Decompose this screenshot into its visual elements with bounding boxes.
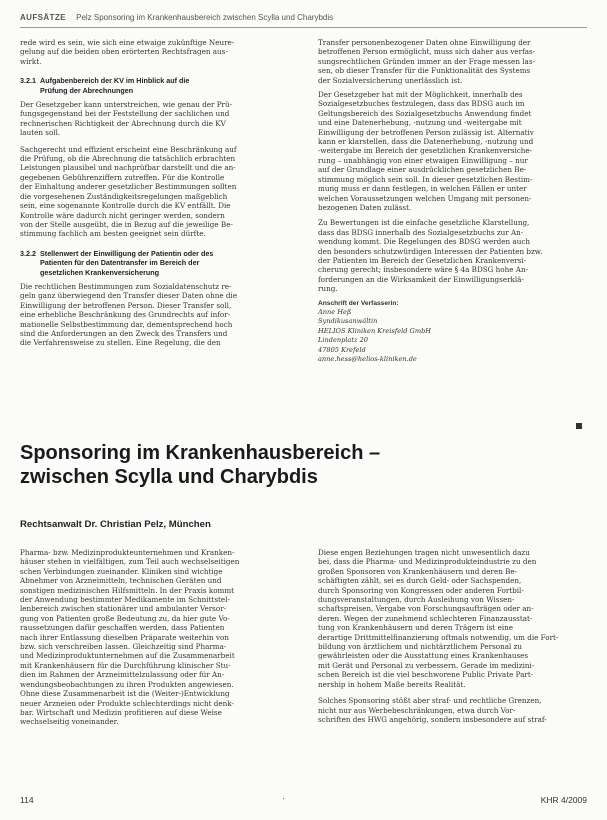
article-title-lines bbox=[20, 441, 587, 489]
text-line: mit Gerät und Personal zu verbessern. Gerade im medizini- bbox=[318, 660, 535, 670]
text-line: Ohne diese Zusammenarbeit ist die (Weiter-)Entwicklung bbox=[20, 689, 230, 699]
text-line: sein, eine sogenannte Kontrolle durch die KV entfällt. Die bbox=[20, 201, 231, 211]
text-line: rung – unabhängig von einer etwaigen Einwilligung – nur bbox=[318, 155, 528, 165]
left-column bbox=[20, 38, 288, 348]
text-line: die vorgesehenen Zuständigkeitsregelungen maßgeblich bbox=[20, 191, 228, 201]
text-line: und eine Datenerhebung, -nutzung und -weitergabe mit bbox=[318, 118, 522, 128]
text-line: der Patienten im Bereich der Gesetzlichen Krankenversi- bbox=[318, 255, 527, 265]
text-line: gelung auf die beiden oben erörterten Rechtsfragen aus- bbox=[20, 47, 228, 57]
text-line: stimmung fachlich am besten geeignet sein dürfte. bbox=[20, 229, 206, 239]
right-column bbox=[318, 38, 586, 364]
address-label: Anschrift der Verfasserin: bbox=[318, 299, 399, 307]
text-line: forderungen an die Wirksamkeit der Einwilligungserklä- bbox=[318, 274, 524, 284]
article-title bbox=[20, 441, 587, 489]
text-line: Der Gesetzgeber kann unterstreichen, wie genau der Prü- bbox=[20, 100, 233, 110]
text-line: durch Sponsoring von Kongressen oder anderen Fortbil- bbox=[318, 585, 524, 595]
end-of-article-mark bbox=[576, 423, 582, 429]
text-line: -weitergabe im Bereich der gesetzlichen Krankenversiche- bbox=[318, 146, 533, 156]
text-line: deren. Wegen der zunehmend schlechteren Finanzausstat- bbox=[318, 613, 533, 623]
text-line: Sozialgesetzbuches festzulegen, dass das BDSG auch im bbox=[318, 99, 525, 109]
text-line: Pharma- bzw. Medizinprodukteunternehmen und Kranken- bbox=[20, 548, 235, 557]
text-line: Transfer personenbezogener Daten ohne Einwilligung der bbox=[318, 38, 531, 47]
text-line: der Sozialversicherung unerlässlich ist. bbox=[318, 75, 463, 85]
text-line: rung. bbox=[318, 284, 338, 294]
text-line: raussetzungen dafür geschaffen werden, dass Patienten bbox=[20, 623, 225, 633]
text-line: rechnerischen Richtigkeit der Abrechnung durch die KV bbox=[20, 118, 226, 128]
text-line: von der Stelle ausgeübt, die in Bezug auf die jeweilige Be- bbox=[20, 219, 233, 229]
text-line: kann er klarstellen, dass die Datenerhebung, -nutzung und bbox=[318, 137, 534, 147]
text-line: bezogenen Daten zulässt. bbox=[318, 202, 412, 212]
text-line: cherung gerecht; insbesondere wäre § 4a BDSG hohe An- bbox=[318, 265, 529, 275]
text-line: auf der Grundlage einer ausdrücklichen gesetzlichen Be- bbox=[318, 165, 527, 175]
text-line: Einwilligung der betroffenen Person. Dieser Transfer soll, bbox=[20, 300, 232, 310]
article-author: Rechtsanwalt Dr. Christian Pelz, München bbox=[20, 519, 211, 530]
article-right-column bbox=[318, 548, 586, 724]
header-rule bbox=[20, 27, 587, 28]
text-line: bei, dass die Pharma- und Medizinprodukteindustrie zu den bbox=[318, 557, 537, 567]
text-line: dungsveranstaltungen, durch Ausleihung von Wissen- bbox=[318, 595, 515, 605]
text-line: nach ihrer Entlassung dieselben Präparate weiterhin von bbox=[20, 632, 229, 642]
section-3-2-2-paragraph-1 bbox=[20, 282, 288, 348]
text-line: lenbereich zwischen stationärer und ambulanter Versor- bbox=[20, 604, 227, 614]
text-line: nership in hohem Maße bereits Realität. bbox=[318, 679, 466, 689]
text-line: sind die Anforderungen an den Zweck des Transfers und bbox=[20, 328, 228, 338]
text-line: stimmung möglich sein soll. In dieser gesetzlichen Bestim- bbox=[318, 174, 533, 184]
text-line: die Prüfung, ob die Abrechnung die tatsächlich erbrachten bbox=[20, 154, 236, 164]
text-line: anne.hess@helios-kliniken.de bbox=[318, 355, 417, 363]
text-line: Sponsoring im Krankenhausbereich – bbox=[20, 442, 381, 464]
text-line: lauten soll. bbox=[20, 128, 61, 138]
text-line: Sachgerecht und effizient erscheint eine Beschränkung auf bbox=[20, 144, 237, 154]
text-line: mit Krankenhäusern für die Durchführung klinischer Stu- bbox=[20, 660, 231, 670]
text-line: schäftigten zählt, sei es durch Geld- oder Sachspenden, bbox=[318, 576, 522, 586]
article-right-paragraph-1 bbox=[318, 548, 586, 689]
text-line: eine erhebliche Beschränkung des Grundrechts auf infor- bbox=[20, 310, 231, 320]
section-title bbox=[40, 249, 213, 277]
text-line: die Verfahrensweise zu stellen. Eine Regelung, die den bbox=[20, 338, 221, 348]
text-line: sonstigen medizinischen Hilfsmitteln. In der Praxis kommt bbox=[20, 585, 235, 595]
running-title: Pelz Sponsoring im Krankenhausbereich zwischen Scylla und Charybdis bbox=[76, 13, 334, 22]
text-line: fungsgegenstand bei der Feststellung der sachlichen und bbox=[20, 109, 230, 119]
text-line: und Medizinproduktunternehmen auf die Zusammenarbeit bbox=[20, 651, 235, 661]
text-line: mung muss er dann festlegen, in welchen Fällen er unter bbox=[318, 184, 527, 194]
text-line: dass das BDSG innerhalb des Sozialgesetzbuchs zur An- bbox=[318, 227, 524, 237]
text-line: Patienten für den Datentransfer im Bereich der bbox=[40, 258, 200, 268]
text-line: bildung von ärztlichem und nichtärztlichem Personal zu bbox=[318, 642, 522, 652]
text-line: HELIOS Kliniken Kreisfeld GmbH bbox=[318, 326, 432, 335]
text-line: Aufgabenbereich der KV im Hinblick auf die bbox=[40, 76, 190, 86]
text-line: gesetzlichen Krankenversicherung bbox=[40, 267, 160, 277]
text-line: Abnehmer von Arzneimitteln, technischen Geräten und bbox=[20, 576, 222, 586]
section-number: 3.2.2 bbox=[20, 248, 36, 258]
text-line: wendung kommt. Die Regelungen des BDSG werden auch bbox=[318, 237, 530, 247]
text-line: schriften des HWG angehörig, sondern insbesondere auf straf- bbox=[318, 714, 547, 724]
text-line: wirkt. bbox=[20, 56, 42, 66]
text-line: schen Bereich ist die viel beschworene Public Private Part- bbox=[318, 670, 534, 680]
right-paragraph-3 bbox=[318, 218, 586, 293]
text-line: Syndikusanwältin bbox=[318, 317, 378, 326]
text-line: häuser stehen in vielfältigen, zum Teil auch wechselseitigen bbox=[20, 557, 240, 567]
section-3-2-1-paragraph-1 bbox=[20, 100, 288, 138]
article-left-column bbox=[20, 548, 288, 727]
text-line: derartige Drittmittelfinanzierung oftmals notwendig, um die Fort- bbox=[318, 632, 559, 642]
text-line: Einwilligung der betroffenen Person zulässig ist. Alternativ bbox=[318, 127, 534, 137]
section-label: AUFSÄTZE bbox=[20, 13, 66, 22]
text-line: welchen Voraussetzungen welchen Umgang mit personen- bbox=[318, 193, 532, 203]
right-paragraph-2 bbox=[318, 90, 586, 212]
text-line: geln ganz überwiegend den Transfer dieser Daten ohne die bbox=[20, 291, 238, 301]
footer-dot: · bbox=[282, 793, 285, 803]
text-line: Stellenwert der Einwilligung der Patientin oder des bbox=[40, 248, 214, 258]
intro-paragraph bbox=[20, 38, 288, 66]
section-3-2-1-paragraph-2 bbox=[20, 145, 288, 239]
section-3-2-2-heading bbox=[20, 249, 288, 277]
text-line: wechselseitig voneinander. bbox=[20, 717, 119, 727]
text-line: sungsrechtlichen Gründen immer an der Frage messen las- bbox=[318, 56, 535, 66]
text-line: Lindenplatz 20 bbox=[318, 336, 368, 345]
text-line: schaftspreisen, Vergabe von Forschungsaufträgen oder an- bbox=[318, 604, 534, 614]
section-3-2-1-heading bbox=[20, 76, 288, 95]
article-right-paragraph-2 bbox=[318, 696, 586, 724]
text-line: großen Sponsoren von Krankenhäusern und deren Be- bbox=[318, 566, 518, 576]
text-line: nicht nur aus Werbebeschränkungen, etwa durch Vor- bbox=[318, 705, 516, 715]
running-header bbox=[20, 13, 587, 27]
text-line: dien im Rahmen der Arzneimittelzulassung oder für An- bbox=[20, 670, 225, 680]
text-line: sen, ob dieser Transfer für die Funktionalität des Systems bbox=[318, 66, 531, 76]
page-number: 114 bbox=[20, 795, 34, 805]
text-line: den besonders schutzwürdigen Interessen der Patienten bzw. bbox=[318, 246, 543, 256]
text-line: Solches Sponsoring stößt aber straf- und rechtliche Grenzen, bbox=[318, 696, 542, 706]
text-line: wendungsbeobachtungen zu ihren Produkten angewiesen. bbox=[20, 679, 234, 689]
text-line: Geltungsbereich des Sozialgesetzbuchs Anwendung findet bbox=[318, 108, 532, 118]
text-line: gewährleisten oder die Ausstattung eines Krankenhauses bbox=[318, 651, 529, 661]
text-line: tung von Krankenhäusern und deren Trägern ist eine bbox=[318, 623, 514, 633]
text-line: Kontrolle wäre dadurch nicht geringer werden, sondern bbox=[20, 210, 225, 220]
text-line: Prüfung der Abrechnungen bbox=[40, 85, 134, 95]
text-line: gung von Patienten große Bedeutung zu, da hier gute Vo- bbox=[20, 613, 230, 623]
text-line: Die rechtlichen Bestimmungen zum Sozialdatenschutz re- bbox=[20, 281, 232, 291]
text-line: Anne Heß bbox=[318, 307, 352, 316]
journal-issue: KHR 4/2009 bbox=[540, 795, 587, 805]
text-line: Diese engen Beziehungen tragen nicht unwesentlich dazu bbox=[318, 548, 530, 557]
text-line: Der Gesetzgeber hat mit der Möglichkeit, innerhalb des bbox=[318, 90, 523, 100]
text-line: neuer Arzneien oder Produkte schlechterdings nicht denk- bbox=[20, 698, 234, 708]
text-line: Zu Bewertungen ist die einfache gesetzliche Klarstellung, bbox=[318, 218, 530, 228]
text-line: bar. Wirtschaft und Medizin profitieren auf diese Weise bbox=[20, 707, 222, 717]
article-left-paragraph bbox=[20, 548, 288, 727]
text-line: bzw. sich verschreiben lassen. Gleichzeitig sind Pharma- bbox=[20, 642, 227, 652]
right-paragraph-1 bbox=[318, 38, 586, 85]
section-title bbox=[40, 76, 189, 95]
text-line: Leistungen plausibel und nachprüfbar darstellt und die an- bbox=[20, 163, 236, 173]
text-line: der Anwendung bestimmter Medikamente im Schnittstel- bbox=[20, 595, 230, 605]
text-line: zwischen Scylla und Charybdis bbox=[20, 466, 318, 488]
section-number: 3.2.1 bbox=[20, 76, 36, 86]
text-line: schen Verbindungen zueinander. Kliniken sind wichtige bbox=[20, 566, 223, 576]
text-line: gegebenen Gebührenziffern zutreffen. Für die Kontrolle bbox=[20, 172, 225, 182]
address-lines bbox=[318, 308, 586, 364]
text-line: 47805 Krefeld bbox=[318, 345, 366, 354]
text-line: rede wird es sein, wie sich eine etwaige zukünftige Neure- bbox=[20, 38, 235, 47]
text-line: betroffenen Person ermöglicht, muss sich daher aus verfas- bbox=[318, 47, 536, 57]
author-address bbox=[318, 299, 586, 365]
text-line: mationelle Selbstbestimmung dar, dementsprechend hoch bbox=[20, 319, 233, 329]
page-footer bbox=[20, 795, 587, 807]
text-line: der Einhaltung anderer gesetzlicher Bestimmungen sollten bbox=[20, 182, 237, 192]
